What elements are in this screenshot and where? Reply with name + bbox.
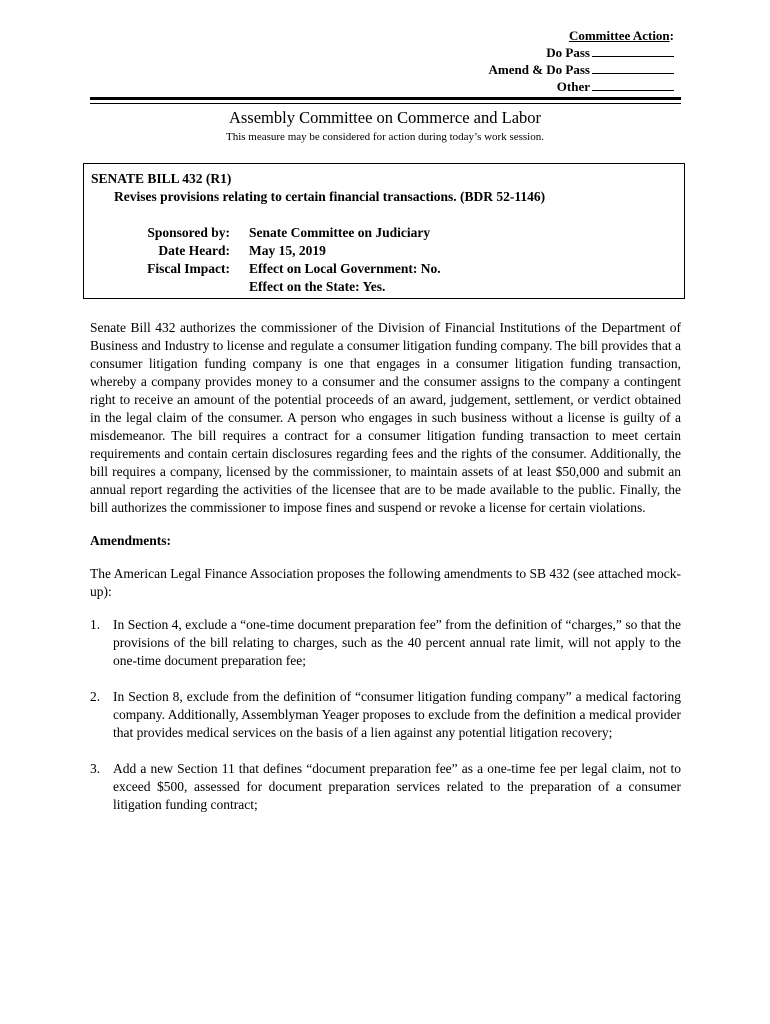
committee-action-block: Committee Action: Do Pass Amend & Do Pass Other: [488, 28, 674, 94]
list-item-number: 3.: [90, 761, 101, 776]
list-item-text: In Section 4, exclude a “one-time document preparation fee” from the definition of “charges,” so that the provisions of the bill relating to charges, such as the 40 percent annual rate limit, will not apply to the one-time document preparation fee;: [113, 617, 681, 668]
list-item: [90, 688, 681, 742]
amend-do-pass-blank: [592, 62, 674, 74]
other-blank: [592, 79, 674, 91]
do-pass-blank: [592, 45, 674, 57]
amendments-heading: Amendments:: [90, 533, 171, 548]
date-heard-label: Date Heard:: [158, 243, 230, 258]
amendments-list: [90, 616, 681, 814]
sponsored-by-label: Sponsored by:: [147, 225, 230, 240]
sponsored-by-value: Senate Committee on Judiciary: [249, 225, 431, 240]
list-item: [90, 760, 681, 814]
bill-summary-box: [83, 163, 685, 299]
list-item-number: 2.: [90, 689, 101, 704]
committee-name: Assembly Committee on Commerce and Labor: [228, 108, 542, 127]
header-rule-thick: [90, 97, 681, 100]
fiscal-impact-local: Effect on Local Government: No.: [249, 261, 441, 276]
other-label: Other: [556, 79, 590, 94]
committee-action-title: Committee Action: [568, 28, 670, 43]
list-item-text: In Section 8, exclude from the definition of “consumer litigation funding company” a medical factoring company. Additionally, Assemblyman Yeager proposes to exclude from the definition a medical provider that provides medical services on the basis of a lien against any potential litigation recovery;: [113, 689, 681, 740]
bill-id: SENATE BILL 432 (R1): [91, 171, 232, 186]
header-rule-thin: [90, 103, 681, 104]
fiscal-impact-label: Fiscal Impact:: [147, 261, 230, 276]
bill-description: Revises provisions relating to certain financial transactions. (BDR 52-1146): [114, 189, 546, 204]
document-body: [90, 319, 681, 832]
date-heard-value: May 15, 2019: [249, 243, 326, 258]
list-item: [90, 616, 681, 670]
list-item-text: Add a new Section 11 that defines “document preparation fee” as a one-time fee per legal claim, not to exceed $500, assessed for document preparation services related to the preparation of a consumer litigation funding contract;: [113, 761, 681, 812]
amend-do-pass-label: Amend & Do Pass: [488, 62, 590, 77]
bill-summary-paragraph: Senate Bill 432 authorizes the commissioner of the Division of Financial Institutions of the Department of Business and Industry to license and regulate a consumer litigation funding company. The bill provides that a consumer litigation funding company is one that engages in a consumer litigation funding transaction, whereby a company provides money to a consumer and the consumer assigns to the company a contingent right to receive an amount of the potential proceeds of an award, judgement, settlement, or verdict obtained in the legal claim of the consumer. A person who engages in such business without a license is guilty of a misdemeanor. The bill requires a contract for a consumer litigation funding transaction to meet certain requirements and contain certain disclosures regarding fees and the rights of the consumer. Additionally, the bill requires a company, licensed by the commissioner, to maintain assets of at least $50,000 and submit an annual report regarding the activities of the licensee that are to be made available to the public. Finally, the bill authorizes the commissioner to impose fines and suspend or revoke a license for certain violations.: [90, 320, 681, 515]
fiscal-impact-state: Effect on the State: Yes.: [249, 279, 386, 294]
work-session-notice: This measure may be considered for action during today’s work session.: [225, 131, 544, 143]
list-item-number: 1.: [90, 617, 101, 632]
amendments-intro: The American Legal Finance Association proposes the following amendments to SB 432 (see attached mock-up):: [90, 566, 681, 599]
do-pass-label: Do Pass: [546, 45, 590, 60]
